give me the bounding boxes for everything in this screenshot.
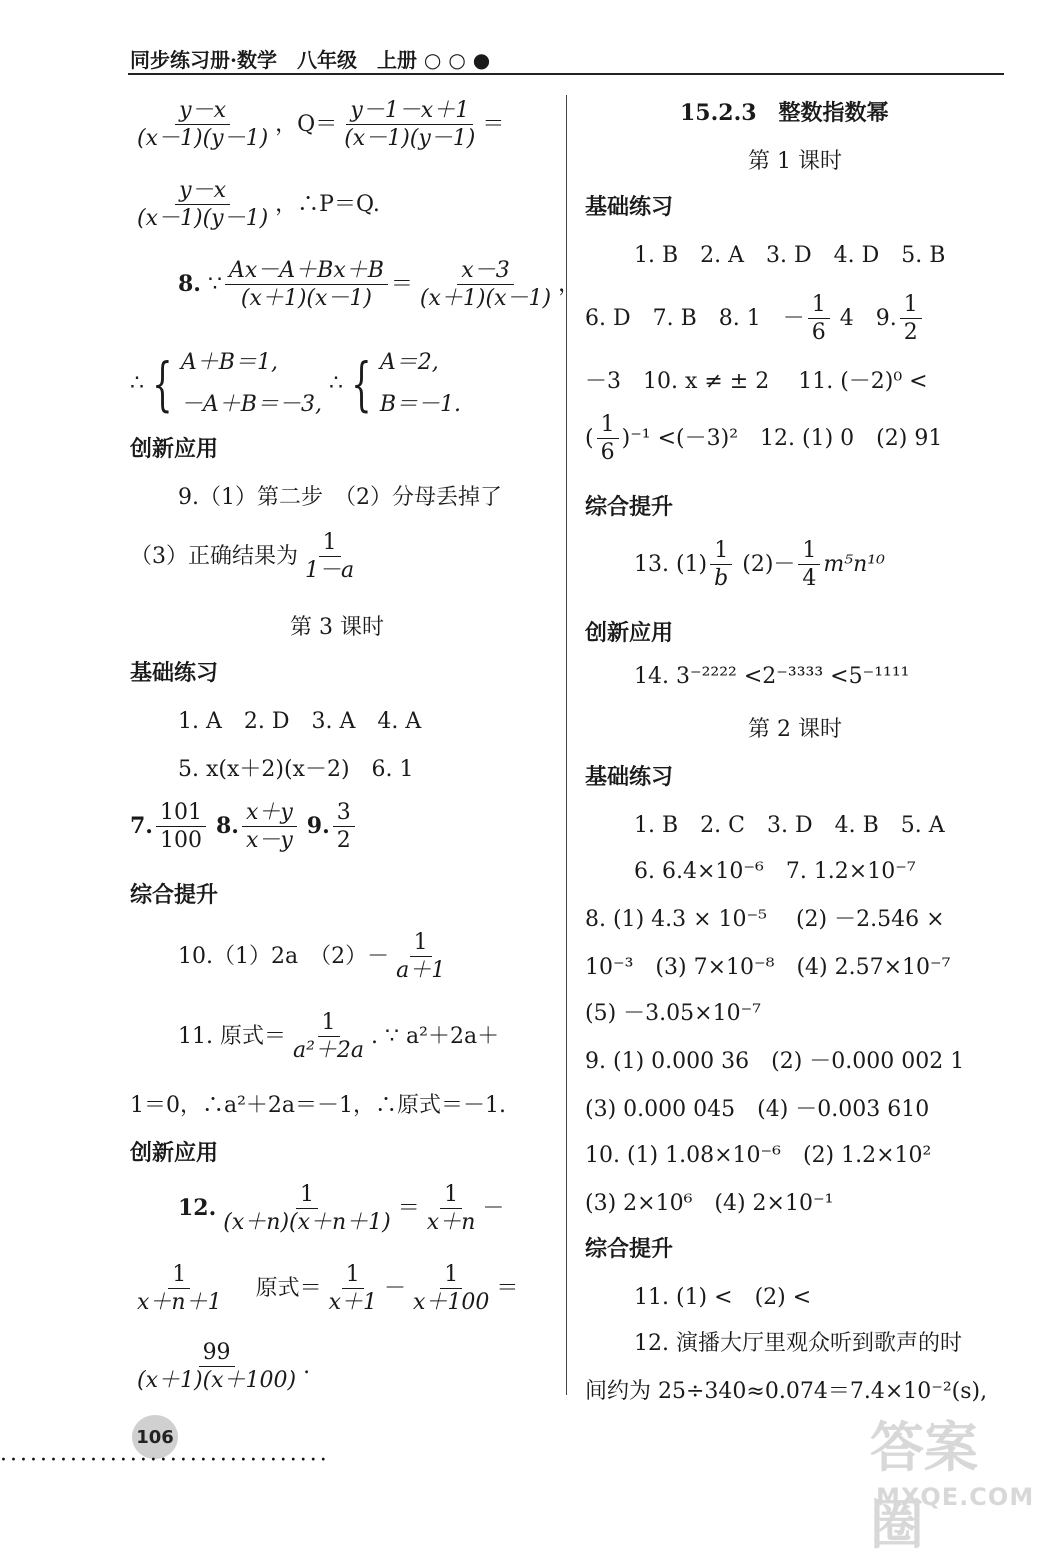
r2-answer-9-b: (3) 0.000 045 (4) －0.003 610 (585, 1097, 930, 1122)
r-section-comprehensive-2: 综合提升 (585, 1237, 674, 1262)
section-basic: 基础练习 (130, 661, 219, 686)
q9-line-1: 9.（1）第二步 （2）分母丢掉了 (178, 485, 502, 510)
r2-answer-8-c: (5) －3.05×10⁻⁷ (585, 1001, 762, 1026)
r-section-basic-2: 基础练习 (585, 765, 674, 790)
r2-answer-11: 11. (1) < (2) < (634, 1285, 812, 1310)
r-section-basic: 基础练习 (585, 195, 674, 220)
left-line-2: $\frac{y-x}{(x-1)(y-1)}$ ，∴P＝Q. (137, 178, 380, 232)
header-title: 同步练习册·数学 八年级 上册 ○ ○ ● (130, 48, 491, 72)
section-innovation: 创新应用 (130, 437, 219, 462)
section-innovation-2: 创新应用 (130, 1141, 219, 1166)
q12-line-3: $\frac{99}{(x+1)(x+100)}$ . (137, 1340, 311, 1394)
watermark (870, 1405, 1035, 1556)
section-comprehensive: 综合提升 (130, 883, 219, 908)
q10-line: 10.（1）2a （2）－ $\frac{1}{a+1}$ (178, 930, 446, 984)
q11-line-1: 11. 原式＝ $\frac{1}{\text{a²＋2a}}$ . ∵ a²＋2a＋ (178, 1010, 500, 1064)
watermark-url: MXQE.COM (876, 1483, 1035, 1511)
q8-line: 8. ∵ $\frac{Ax-A+Bx+B}{(x+1)(x-1)}$ ＝ $\frac{x-3}{(x+1)(x-1)}$ ， (178, 258, 581, 312)
footer-dots: ································· (0, 1448, 330, 1473)
left-line-1: $\frac{y-x}{(x-1)(y-1)}$ ，Q＝ $\frac{y-1-x+1}{(x-1)(y-1)}$ ＝ (137, 98, 505, 152)
r-answers-6-9: 6. D 7. B 8. 1 － $\frac{1}{6}$ 4 9. $\frac{1}{2}$ (585, 292, 925, 346)
q8-systems: ∴ { A＋B＝1, －A＋B＝－3, ∴ { A＝2, B＝－1. (130, 349, 462, 418)
r2-answer-12-b: 间约为 25÷340≈0.074＝7.4×10⁻²(s), (585, 1379, 988, 1404)
lesson-2-title: 第 2 课时 (748, 717, 842, 742)
q12-line-1: 12. $\frac{1}{(x+n)(x+n+1)}$ ＝ $\frac{1}{x+n}$ － (178, 1182, 505, 1236)
q11-line-2: 1＝0，∴a²＋2a＝－1，∴原式＝－1. (130, 1093, 507, 1118)
r-answers-12: ( $\frac{1}{6}$ )⁻¹ <(－3)² 12. (1) 0 (2) 91 (585, 412, 943, 466)
r-section-comprehensive: 综合提升 (585, 495, 674, 520)
r2-answers-1-5: 1. B 2. C 3. D 4. B 5. A (634, 813, 945, 838)
r-section-innovation: 创新应用 (585, 621, 674, 646)
answers-5-6: 5. x(x＋2)(x－2) 6. 1 (178, 757, 414, 782)
r2-answer-8-b: 10⁻³ (3) 7×10⁻⁸ (4) 2.57×10⁻⁷ (585, 955, 951, 980)
r2-answer-12-a: 12. 演播大厅里观众听到歌声的时 (634, 1331, 962, 1356)
lesson-1-title: 第 1 课时 (748, 149, 842, 174)
answers-7-9: 7. $\frac{101}{100}$ 8. $\frac{x+y}{x-y}$ 9. $\frac{3}{2}$ (130, 800, 358, 854)
page-number: 106 (132, 1415, 178, 1459)
q9-line-2: （3）正确结果为 $\frac{1}{1-a}$ (130, 530, 355, 584)
r2-answer-10-b: (3) 2×10⁶ (4) 2×10⁻¹ (585, 1191, 834, 1216)
q12-line-2: $\frac{1}{x+n+1}$ 原式＝ $\frac{1}{x+1}$ － $\frac{1}{x+100}$ ＝ (137, 1262, 519, 1316)
header-rule (128, 73, 1004, 75)
answers-1-4: 1. A 2. D 3. A 4. A (178, 709, 422, 734)
r2-answer-8-a: 8. (1) 4.3 × 10⁻⁵ (2) －2.546 × (585, 907, 945, 932)
lesson-3-title: 第 3 课时 (290, 615, 384, 640)
r-answer-13: 13. (1) $\frac{1}{b}$ (2)－ $\frac{1}{4}$ m⁵n¹⁰ (634, 538, 885, 592)
r2-answer-9-a: 9. (1) 0.000 36 (2) －0.000 002 1 (585, 1049, 965, 1074)
r-answer-14: 14. 3⁻²²²² <2⁻³³³³ <5⁻¹¹¹¹ (634, 664, 910, 689)
r-answers-1-5: 1. B 2. A 3. D 4. D 5. B (634, 243, 946, 268)
r-answers-10-11: －3 10. x ≠ ± 2 11. (－2)⁰ < (585, 369, 928, 394)
watermark-main: 答案圈 (870, 1416, 978, 1556)
section-title: 15.2.3 整数指数幂 (680, 100, 889, 126)
r2-answer-10-a: 10. (1) 1.08×10⁻⁶ (2) 1.2×10² (585, 1143, 932, 1168)
r2-answers-6-7: 6. 6.4×10⁻⁶ 7. 1.2×10⁻⁷ (634, 859, 916, 884)
